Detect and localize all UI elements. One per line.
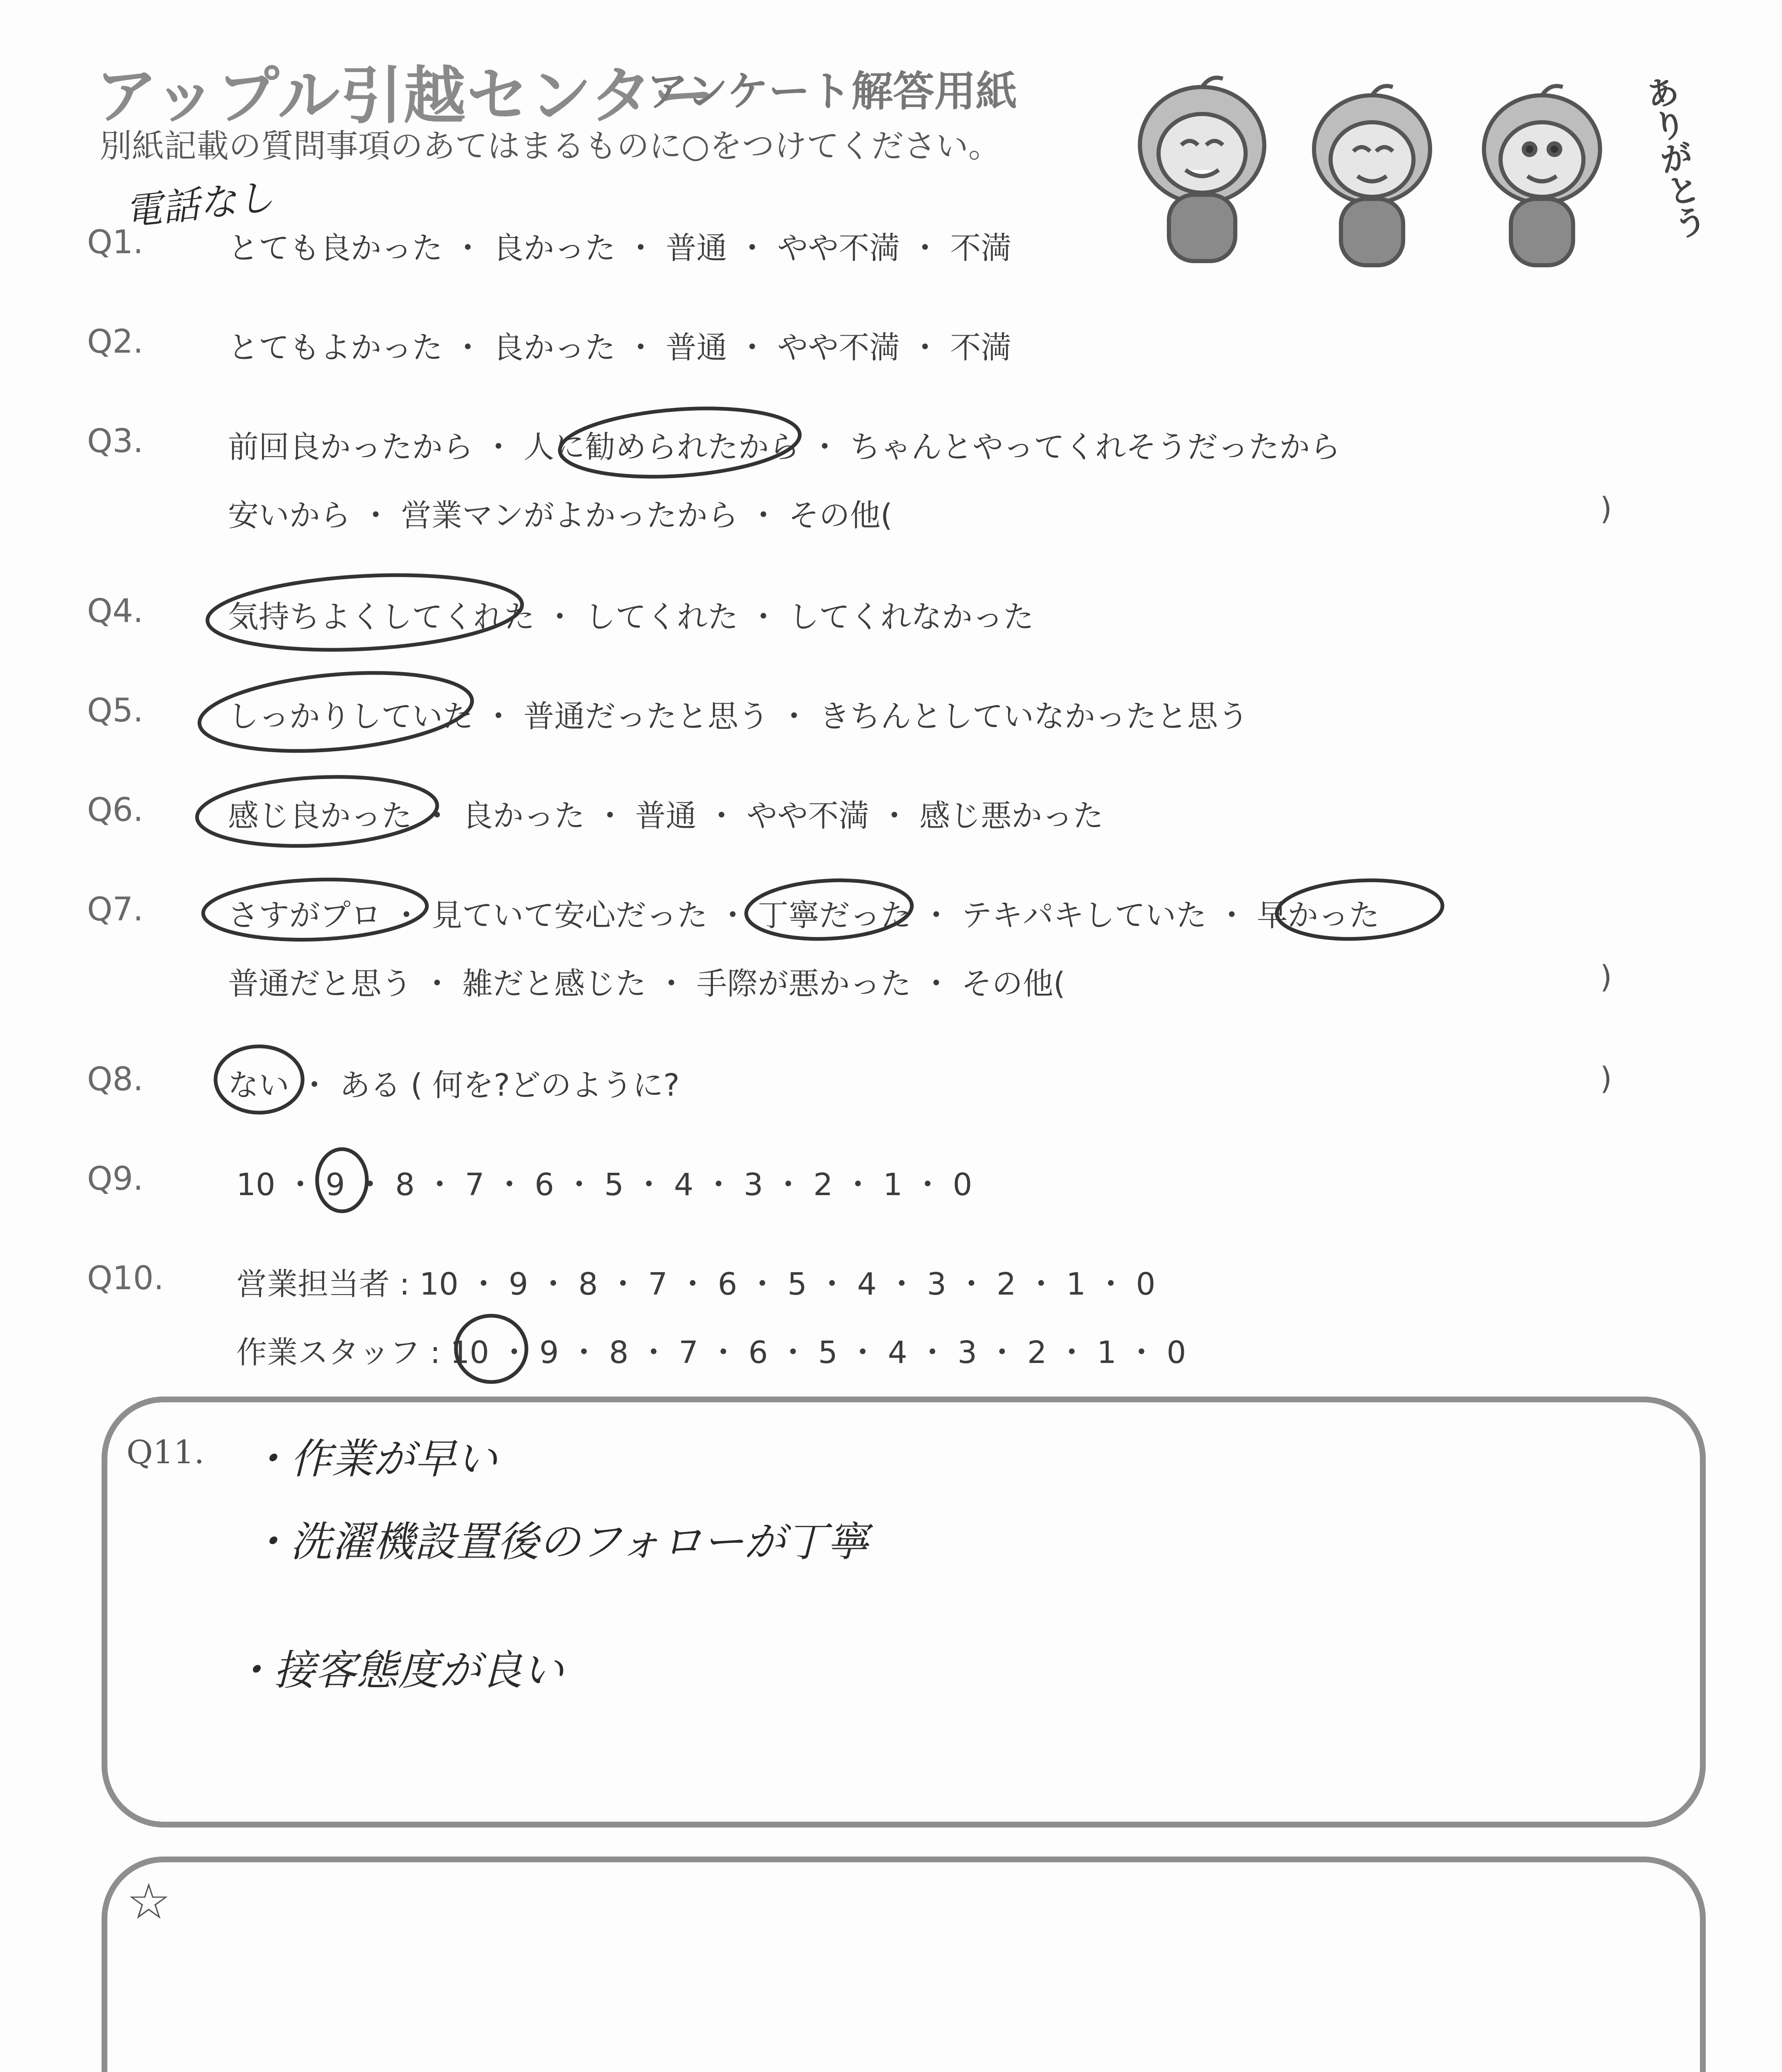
q8-options: ない ・ ある ( 何を?どのように? bbox=[228, 1067, 680, 1103]
q1-options: とても良かった ・ 良かった ・ 普通 ・ やや不満 ・ 不満 bbox=[228, 230, 1012, 266]
q7-options: さすがプロ ・ 見ていて安心だった ・ 丁寧だった ・ テキパキしていた ・ 早かった bbox=[228, 898, 1380, 933]
q3-options: 前回良かったから ・ 人に勧められたから ・ ちゃんとやってくれそうだったから bbox=[228, 429, 1341, 465]
mascot-caption: ありがとう bbox=[1637, 72, 1710, 243]
q4-label: Q4. bbox=[87, 593, 143, 630]
star-comment-box bbox=[102, 1857, 1706, 2072]
q7-label: Q7. bbox=[87, 891, 143, 928]
form-subtitle: アンケート解答用紙 bbox=[647, 67, 1017, 116]
q10-options-sales: 営業担当者 : 10 ・ 9 ・ 8 ・ 7 ・ 6 ・ 5 ・ 4 ・ 3 ・ 2 ・ 1 ・ 0 bbox=[236, 1266, 1156, 1302]
q11-label: Q11. bbox=[126, 1434, 204, 1471]
form-title: アップル引越センター bbox=[95, 60, 716, 132]
q2-options: とてもよかった ・ 良かった ・ 普通 ・ やや不満 ・ 不満 bbox=[228, 330, 1012, 366]
q11-line-1: ・作業が早い bbox=[249, 1435, 497, 1483]
q5-label: Q5. bbox=[87, 692, 143, 729]
q10-label: Q10. bbox=[87, 1260, 164, 1297]
q10-options-staff: 作業スタッフ : 10 ・ 9 ・ 8 ・ 7 ・ 6 ・ 5 ・ 4 ・ 3 ・ 2 ・ 1 ・ 0 bbox=[236, 1335, 1186, 1370]
q1-label: Q1. bbox=[87, 224, 143, 261]
q11-line-3: ・接客態度が良い bbox=[232, 1646, 564, 1694]
instruction-text: 別紙記載の質問事項のあてはまるものに○をつけてください。 bbox=[99, 128, 1001, 165]
handwritten-note: 電話なし bbox=[123, 175, 276, 234]
q2-label: Q2. bbox=[87, 323, 143, 361]
q7-close-paren: ) bbox=[1600, 959, 1612, 995]
q3-close-paren: ) bbox=[1600, 491, 1612, 527]
q3-options-line2: 安いから ・ 営業マンがよかったから ・ その他( bbox=[228, 498, 892, 533]
q6-label: Q6. bbox=[87, 792, 143, 829]
q6-options: 感じ良かった ・ 良かった ・ 普通 ・ やや不満 ・ 感じ悪かった bbox=[228, 798, 1104, 834]
q8-label: Q8. bbox=[87, 1061, 143, 1098]
q8-close-paren: ) bbox=[1600, 1061, 1612, 1097]
q7-options-line2: 普通だと思う ・ 雑だと感じた ・ 手際が悪かった ・ その他( bbox=[228, 966, 1066, 1002]
star-icon: ☆ bbox=[126, 1873, 171, 1931]
q11-line-2: ・洗濯機設置後のフォローが丁寧 bbox=[249, 1518, 868, 1566]
q4-options: 気持ちよくしてくれた ・ してくれた ・ してくれなかった bbox=[228, 599, 1034, 635]
q9-options: 10 ・ 9 ・ 8 ・ 7 ・ 6 ・ 5 ・ 4 ・ 3 ・ 2 ・ 1 ・ 0 bbox=[236, 1167, 972, 1203]
q9-label: Q9. bbox=[87, 1160, 143, 1198]
q5-options: しっかりしていた ・ 普通だったと思う ・ きちんとしていなかったと思う bbox=[228, 699, 1249, 734]
q3-label: Q3. bbox=[87, 423, 143, 460]
